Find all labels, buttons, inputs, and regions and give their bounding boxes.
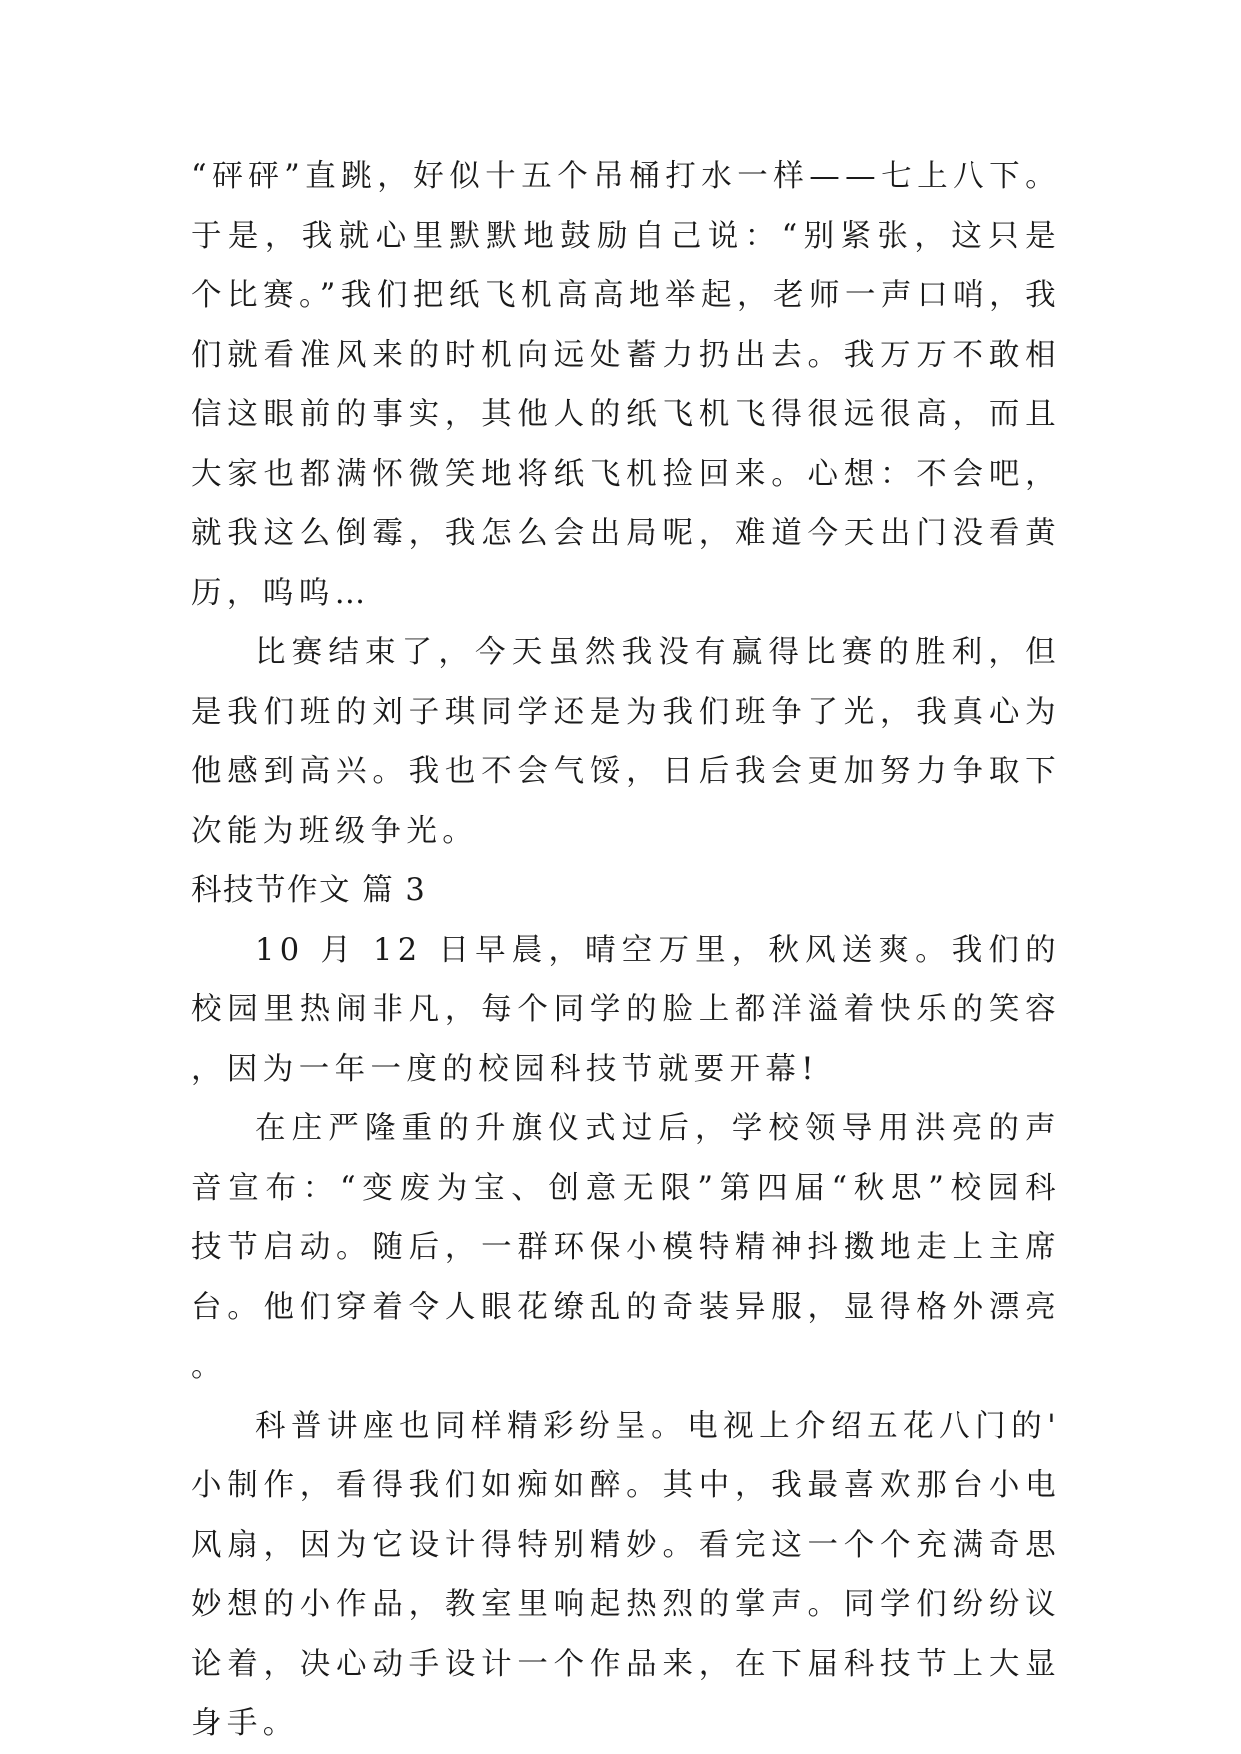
section-heading: 科技节作文 篇 3 xyxy=(191,873,427,908)
paragraph-opening-ceremony: 在庄严隆重的升旗仪式过后，学校领导用洪亮的声音宣布：“变废为宝、创意无限”第四届“秋思”校园科技节启动。随后，一群环保小模特精神抖擞地走上主席台。他们穿着令人眼花缭乱的奇装异服，显得格外漂亮。 xyxy=(191,1111,1061,1384)
paragraph-continuation: “砰砰”直跳，好似十五个吊桶打水一样——七上八下。于是，我就心里默默地鼓励自己说：“别紧张，这只是个比赛。”我们把纸飞机高高地举起，老师一声口哨，我们就看准风来的时机向远处蓄力扔出去。我万万不敢相信这眼前的事实，其他人的纸飞机飞得很远很高，而且大家也都满怀微笑地将纸飞机捡回来。心想：不会吧，就我这么倒霉，我怎么会出局呢，难道今天出门没看黄历，呜呜… xyxy=(191,159,1061,611)
document-body xyxy=(191,147,1061,1754)
paragraph-science-lecture: 科普讲座也同样精彩纷呈。电视上介绍五花八门的'小制作，看得我们如痴如醉。其中，我最喜欢那台小电风扇，因为它设计得特别精妙。看完这一个个充满奇思妙想的小作品，教室里响起热烈的掌声。同学们纷纷议论着，决心动手设计一个作品来，在下届科技节上大显身手。 xyxy=(191,1408,1061,1741)
paragraph-morning: 10 月 12 日早晨，晴空万里，秋风送爽。我们的校园里热闹非凡，每个同学的脸上都洋溢着快乐的笑容，因为一年一度的校园科技节就要开幕! xyxy=(191,932,1061,1087)
paragraph-competition-end: 比赛结束了，今天虽然我没有赢得比赛的胜利，但是我们班的刘子琪同学还是为我们班争了光，我真心为他感到高兴。我也不会气馁，日后我会更加努力争取下次能为班级争光。 xyxy=(191,635,1061,849)
